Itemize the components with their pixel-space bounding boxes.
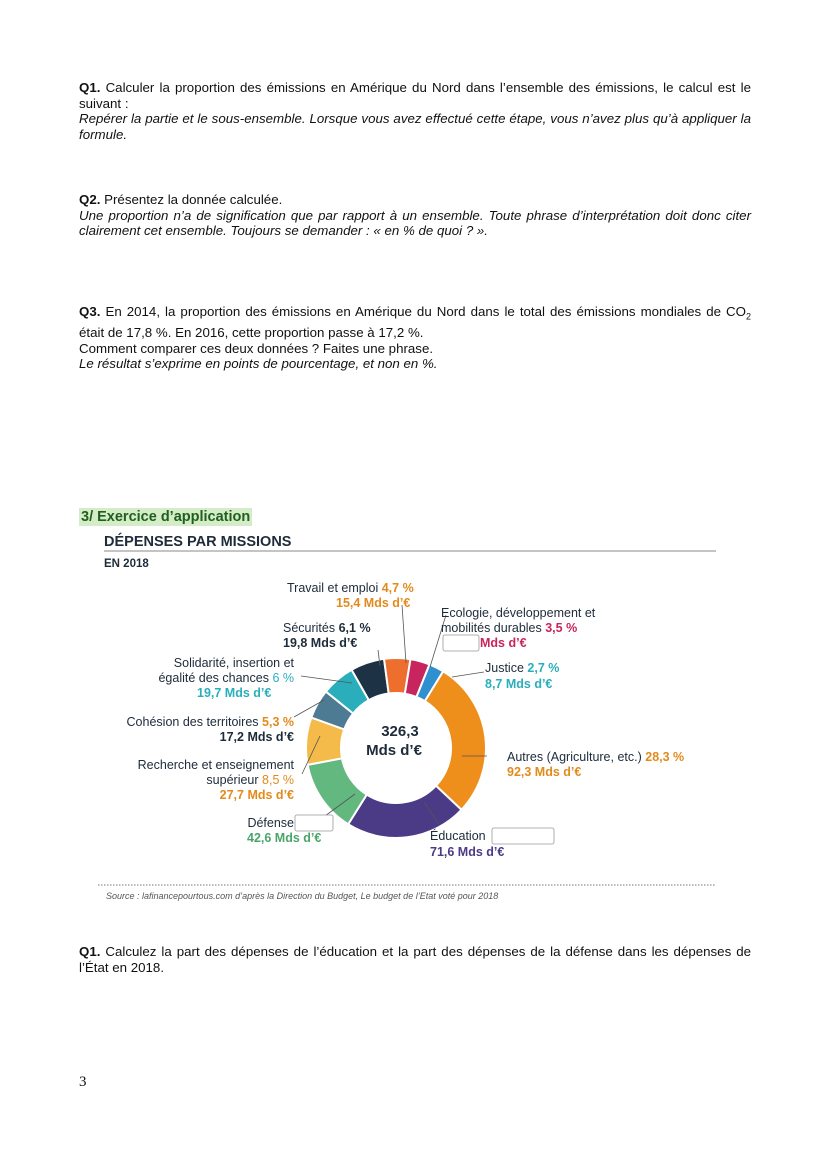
chart-title: DÉPENSES PAR MISSIONS (104, 534, 292, 550)
question-text-cont: était de 17,8 %. En 2016, cette proportion passe à 17,2 %. (79, 325, 424, 341)
answer-box[interactable] (443, 635, 479, 651)
page-number: 3 (79, 1074, 87, 1090)
label-pct: 3,5 % (545, 621, 578, 635)
center-unit: Mds d’€ (366, 742, 422, 759)
question-label: Q1. (79, 80, 101, 95)
question-hint: Repérer la partie et le sous-ensemble. Lorsque vous avez effectué cette étape, vous n’avez plus qu’à appliquer la formule. (79, 111, 751, 142)
label-text: Sécurités (283, 621, 336, 635)
label-pct: 2,7 % (527, 661, 560, 675)
label-recherche-line2 (206, 773, 294, 787)
question-text: En 2014, la proportion des émissions en Amérique du Nord dans le total des émissions mondiales de CO (100, 304, 746, 319)
exercise-question-1 (79, 944, 751, 975)
leader-line (452, 672, 484, 677)
label-text: mobilités durables (441, 621, 542, 635)
label-text: Travail et emploi (287, 581, 379, 595)
chart-subtitle: EN 2018 (104, 558, 149, 570)
answer-box[interactable] (295, 815, 333, 831)
label-amount: 42,6 Mds d’€ (247, 831, 322, 845)
question-hint: Une proportion n’a de signification que par rapport à un ensemble. Toute phrase d’interprétation doit donc citer clairement cet ensemble. Toujours se demander : « en % de quoi ? ». (79, 207, 751, 239)
question-label: Q3. (79, 304, 101, 319)
label-pct: 6,1 % (338, 621, 371, 635)
answer-box[interactable] (492, 828, 554, 844)
donut-chart (90, 526, 730, 908)
label-ecologie-line2 (441, 621, 577, 635)
label-amount: 8,7 Mds d’€ (485, 677, 553, 691)
question-line: Comment comparer ces deux données ? Faites une phrase. (79, 340, 434, 356)
label-pct: 5,3 % (262, 715, 294, 729)
label-text: Justice (485, 661, 524, 675)
question-label: Q2. (79, 192, 101, 207)
label-amount: 71,6 Mds d’€ (430, 845, 505, 859)
center-value: 326,3 (381, 723, 419, 740)
section-heading: 3/ Exercice d’application (81, 509, 251, 525)
label-amount: 92,3 Mds d’€ (507, 765, 582, 779)
label-amount: 19,8 Mds d’€ (283, 636, 358, 650)
label-amount: 19,7 Mds d’€ (197, 686, 272, 700)
question-text: Calculez la part des dépenses de l’éducation et la part des dépenses de la défense dans les dépenses de l’État en 2018. (79, 944, 751, 975)
label-pct: 4,7 % (381, 581, 414, 595)
label-solidarite-line2 (158, 671, 294, 685)
chart-source: Source : lafinancepourtous.com d’après la Direction du Budget, Le budget de l’Etat voté pour 2018 (106, 891, 499, 901)
leader-line (402, 605, 406, 663)
label-pct: 28,3 % (645, 750, 685, 764)
label-autres (507, 750, 684, 764)
question-2 (79, 192, 751, 239)
label-text: égalité des chances (158, 671, 269, 685)
question-1 (79, 80, 751, 142)
question-label: Q1. (79, 944, 101, 959)
label-amount: 15,4 Mds d’€ (336, 596, 411, 610)
co2-subscript: 2 (745, 311, 751, 322)
label-cohesion (127, 715, 294, 729)
label-pct: 6 % (272, 671, 294, 685)
label-justice (485, 661, 559, 675)
label-securites (283, 621, 371, 635)
label-amount: 27,7 Mds d’€ (219, 788, 294, 802)
label-defense: Défense (247, 816, 294, 830)
label-solidarite: Solidarité, insertion et (173, 656, 294, 670)
question-text: Présentez la donnée calculée. (100, 192, 283, 207)
label-education: Éducation (430, 829, 486, 843)
label-amount: 17,2 Mds d’€ (219, 730, 294, 744)
label-ecologie: Ecologie, développement et (441, 606, 596, 620)
label-pct: 8,5 % (262, 773, 294, 787)
question-text: Calculer la proportion des émissions en Amérique du Nord dans l’ensemble des émissions, le calcul est le suivant : (79, 80, 751, 111)
question-hint: Le résultat s’exprime en points de pourcentage, et non en %. (79, 356, 438, 372)
label-amount: Mds d’€ (480, 636, 527, 650)
label-text: Cohésion des territoires (126, 715, 259, 729)
label-text: supérieur (206, 773, 259, 787)
label-text: Autres (Agriculture, etc.) (507, 750, 642, 764)
label-travail (287, 581, 414, 595)
label-recherche: Recherche et enseignement (137, 758, 294, 772)
question-3 (79, 304, 751, 372)
